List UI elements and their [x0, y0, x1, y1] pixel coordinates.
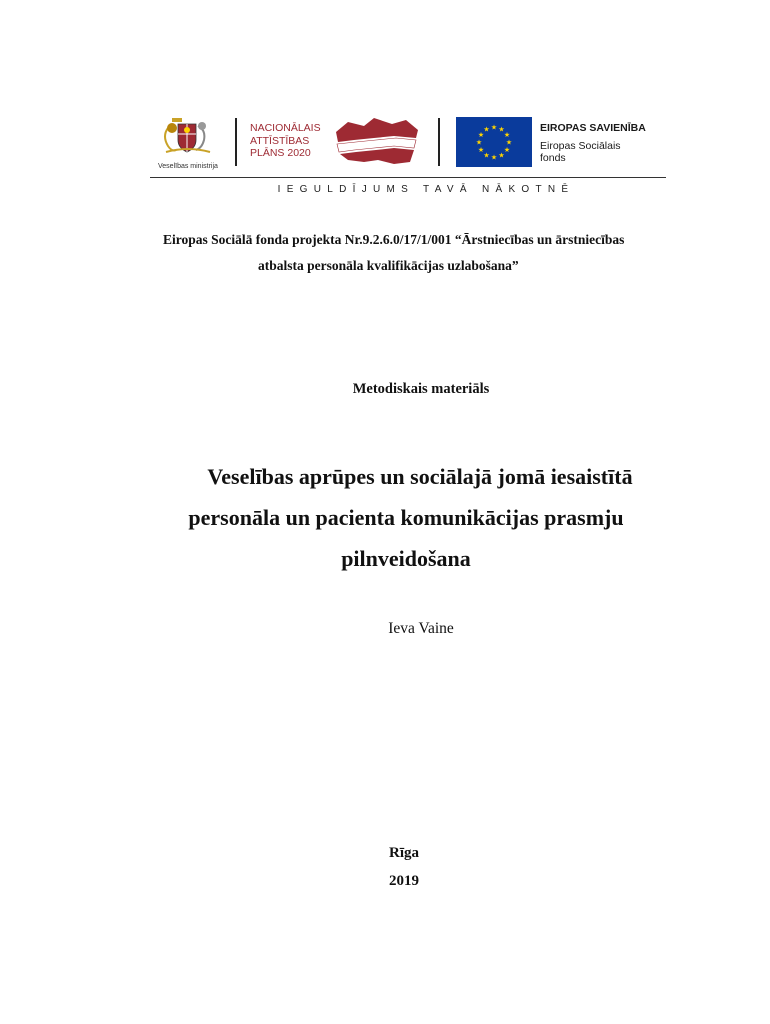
tagline: IEGULDĪJUMS TAVĀ NĀKOTNĒ	[277, 184, 575, 195]
eu-star-icon: ★	[483, 151, 490, 160]
nap-line-2: ATTĪSTĪBAS	[250, 134, 310, 147]
title-line-3: pilnveidošana	[341, 546, 471, 571]
city: Rīga	[389, 845, 419, 861]
author: Ieva Vaine	[388, 620, 454, 637]
nap-logo-text	[250, 122, 321, 160]
title-line-2: personāla un pacienta komunikācijas prasmju	[188, 505, 624, 530]
logo-separator	[235, 118, 237, 166]
eu-fund-text	[540, 140, 621, 164]
project-line-1: Eiropas Sociālā fonda projekta Nr.9.2.6.0/17/1/001 “Ārstniecības un ārstniecības	[163, 232, 625, 247]
title-line-1: Veselības aprūpes un sociālajā jomā iesaistītā	[207, 464, 633, 489]
ministry-logo	[158, 114, 224, 170]
eu-fund-line-1: Eiropas Sociālais	[540, 140, 621, 152]
eu-star-icon: ★	[505, 138, 513, 147]
material-type: Metodiskais materiāls	[352, 381, 490, 397]
header-divider	[150, 177, 666, 178]
eu-title: EIROPAS SAVIENĪBA	[540, 122, 646, 134]
eu-star-icon: ★	[490, 123, 498, 132]
ministry-label: Veselības ministrija	[158, 163, 218, 170]
logo-separator	[438, 118, 440, 166]
latvia-map-icon	[334, 116, 424, 168]
eu-star-icon: ★	[503, 146, 511, 154]
eu-star-icon: ★	[490, 153, 498, 162]
project-line-2: atbalsta personāla kvalifikācijas uzlabošana”	[258, 258, 519, 273]
eu-star-icon: ★	[477, 131, 485, 139]
nap-line-1: NACIONĀLAIS	[250, 122, 321, 134]
nap-line-3: PLĀNS 2020	[250, 147, 311, 159]
coat-of-arms-icon	[158, 114, 224, 156]
year: 2019	[389, 873, 419, 889]
document-title	[120, 456, 692, 579]
eu-star-icon: ★	[483, 125, 490, 134]
eu-fund-line-2: fonds	[540, 152, 566, 164]
eu-star-icon: ★	[498, 125, 505, 134]
eu-star-icon: ★	[475, 138, 483, 147]
eu-star-icon: ★	[503, 131, 511, 139]
eu-star-icon: ★	[477, 146, 485, 154]
eu-flag-icon	[456, 117, 532, 167]
eu-star-icon: ★	[498, 151, 505, 160]
